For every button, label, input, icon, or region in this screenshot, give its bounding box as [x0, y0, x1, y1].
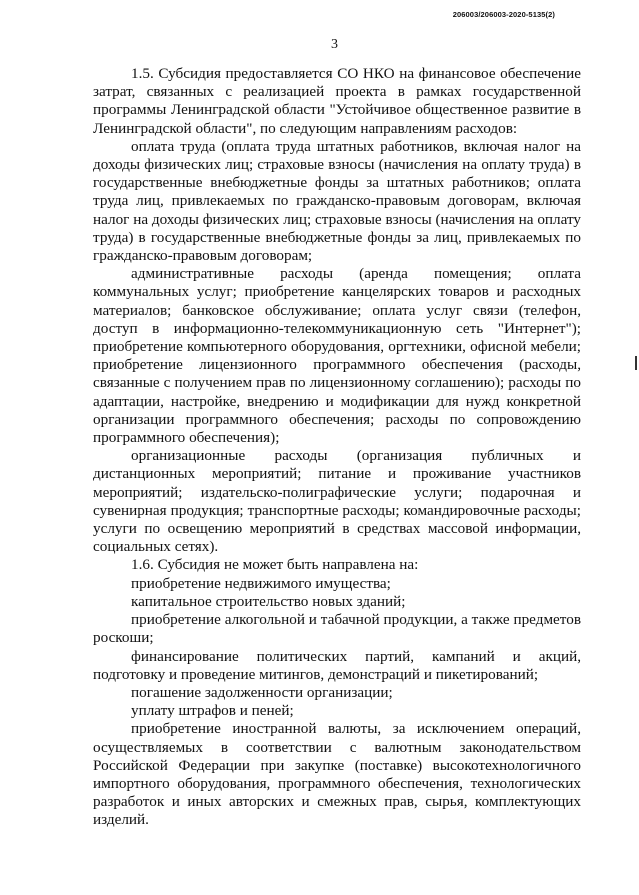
paragraph-labor-costs: оплата труда (оплата труда штатных работников, включая налог на доходы физических лиц; страховые взносы (начисления на оплату труда) в государственные внебюджетные фонды за штатных работников; оплата труда лиц, привлекаемых по гражданско-правовым договорам, включая налог на доходы физических лиц; страховые взносы (начисления на оплату труда) в государственные внебюджетные фонды за лиц, привлекаемых по гражданско-правовым договорам;	[93, 137, 582, 265]
paragraph-administrative-costs: административные расходы (аренда помещения; оплата коммунальных услуг; приобретение канцелярских товаров и расходных материалов; банковское обслуживание; оплата услуг связи (телефон, доступ в информационно-телекоммуникационную сеть "Интернет"); приобретение компьютерного оборудования, оргтехники, офисной мебели; приобретение лицензионного программного обеспечения (расходы, связанные с получением прав по лицензионному соглашению); расходы по адаптации, настройке, внедрению и модификации для нужд конкретной организации программного обеспечения; расходы по сопровождению программного обеспечения);	[93, 265, 581, 447]
paragraph-1-5: 1.5. Субсидия предоставляется СО НКО на финансовое обеспечение затрат, связанных с реализацией проекта в рамках государственной программы Ленинградской области "Устойчивое общественное развитие в Ленинградской области", по следующим направлениям расходов:	[93, 65, 581, 137]
paragraph-political-financing: финансирование политических партий, кампаний и акций, подготовку и проведение митингов, демонстраций и пикетирований;	[93, 647, 581, 683]
document-id: 206003/206003-2020-5135(2)	[452, 10, 555, 19]
document-body	[93, 65, 581, 830]
paragraph-real-estate: приобретение недвижимого имущества;	[131, 574, 391, 592]
margin-mark	[635, 356, 637, 370]
paragraph-organizational-costs: организационные расходы (организация публичных и дистанционных мероприятий; питание и проживание участников мероприятий; издательско-полиграфические услуги; подарочная и сувенирная продукция; транспортные расходы; командировочные расходы; услуги по освещению мероприятий в средствах массовой информации, социальных сетях).	[93, 447, 581, 556]
paragraph-alcohol-tobacco: приобретение алкогольной и табачной продукции, а также предметов роскоши;	[93, 611, 581, 647]
paragraph-debt-repayment: погашение задолженности организации;	[131, 683, 393, 701]
page-number: 3	[331, 37, 338, 52]
paragraph-foreign-currency: приобретение иностранной валюты, за исключением операций, осуществляемых в соответствии с валютным законодательством Российской Федерации при закупке (поставке) высокотехнологичного импортного оборудования, программного обеспечения, технологических разработок и иных авторских и смежных прав, сырья, комплектующих изделий.	[93, 720, 581, 829]
paragraph-fines: уплату штрафов и пеней;	[131, 702, 294, 720]
paragraph-construction: капитальное строительство новых зданий;	[131, 592, 406, 610]
paragraph-1-6: 1.6. Субсидия не может быть направлена на:	[131, 556, 419, 574]
